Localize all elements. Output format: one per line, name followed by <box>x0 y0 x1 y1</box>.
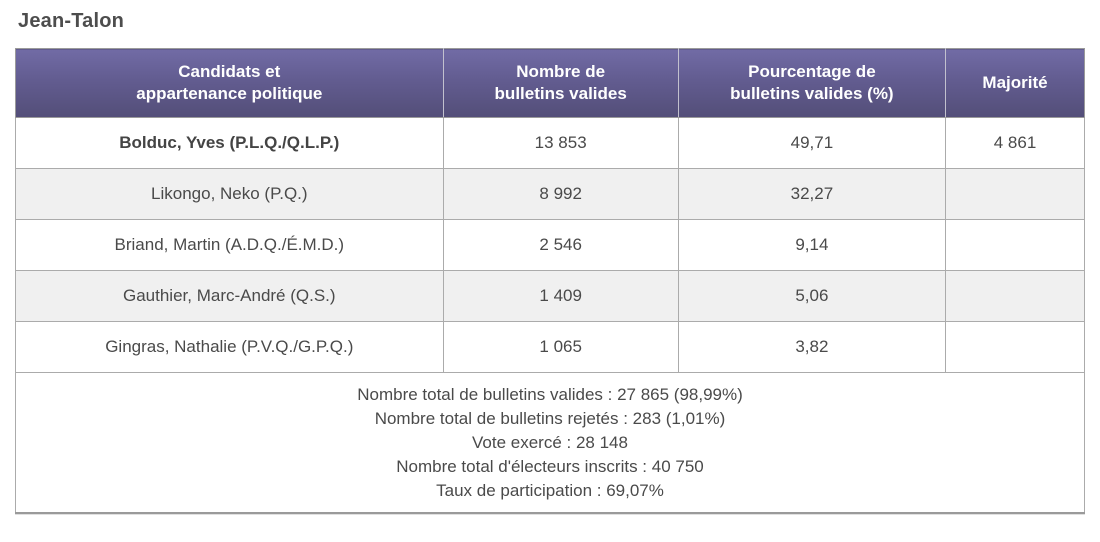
table-row <box>16 169 1085 220</box>
valid-ballots-value: 13 853 <box>443 118 678 169</box>
summary-votes-cast: Vote exercé : 28 148 <box>472 433 628 452</box>
header-line: Majorité <box>982 73 1048 92</box>
header-line: Candidats et <box>178 62 281 81</box>
majority-value <box>946 271 1085 322</box>
candidate-name: Bolduc, Yves (P.L.Q./Q.L.P.) <box>16 118 444 169</box>
summary-total-valid-ballots: Nombre total de bulletins valides : 27 865 (98,99%) <box>357 385 743 404</box>
column-header-majority <box>946 49 1085 118</box>
summary-rejected-ballots: Nombre total de bulletins rejetés : 283 (1,01%) <box>374 409 726 428</box>
summary-cell <box>16 373 1085 514</box>
majority-value <box>946 322 1085 373</box>
header-line: bulletins valides (%) <box>730 84 894 103</box>
percentage-value: 9,14 <box>678 220 945 271</box>
valid-ballots-value: 8 992 <box>443 169 678 220</box>
candidate-name: Briand, Martin (A.D.Q./É.M.D.) <box>16 220 444 271</box>
percentage-value: 32,27 <box>678 169 945 220</box>
valid-ballots-value: 1 409 <box>443 271 678 322</box>
page-title: Jean-Talon <box>18 10 125 32</box>
majority-value <box>946 169 1085 220</box>
summary-turnout-rate: Taux de participation : 69,07% <box>436 481 664 500</box>
percentage-value: 3,82 <box>678 322 945 373</box>
summary-registered-electors: Nombre total d'électeurs inscrits : 40 750 <box>396 457 704 476</box>
header-line: appartenance politique <box>136 84 323 103</box>
header-line: Nombre de <box>516 62 606 81</box>
column-header-percentage <box>678 49 945 118</box>
header-line: Pourcentage de <box>748 62 876 81</box>
valid-ballots-value: 1 065 <box>443 322 678 373</box>
header-line: bulletins valides <box>494 84 627 103</box>
majority-value: 4 861 <box>946 118 1085 169</box>
summary-row <box>16 373 1085 514</box>
column-header-valid-ballots <box>443 49 678 118</box>
column-header-candidates <box>16 49 444 118</box>
table-row <box>16 118 1085 169</box>
majority-value <box>946 220 1085 271</box>
valid-ballots-value: 2 546 <box>443 220 678 271</box>
candidate-name: Likongo, Neko (P.Q.) <box>16 169 444 220</box>
table-row <box>16 322 1085 373</box>
table-header-row <box>16 49 1085 118</box>
candidate-name: Gingras, Nathalie (P.V.Q./G.P.Q.) <box>16 322 444 373</box>
table-row <box>16 220 1085 271</box>
table-row <box>16 271 1085 322</box>
percentage-value: 5,06 <box>678 271 945 322</box>
results-table <box>15 48 1085 514</box>
candidate-name: Gauthier, Marc-André (Q.S.) <box>16 271 444 322</box>
percentage-value: 49,71 <box>678 118 945 169</box>
